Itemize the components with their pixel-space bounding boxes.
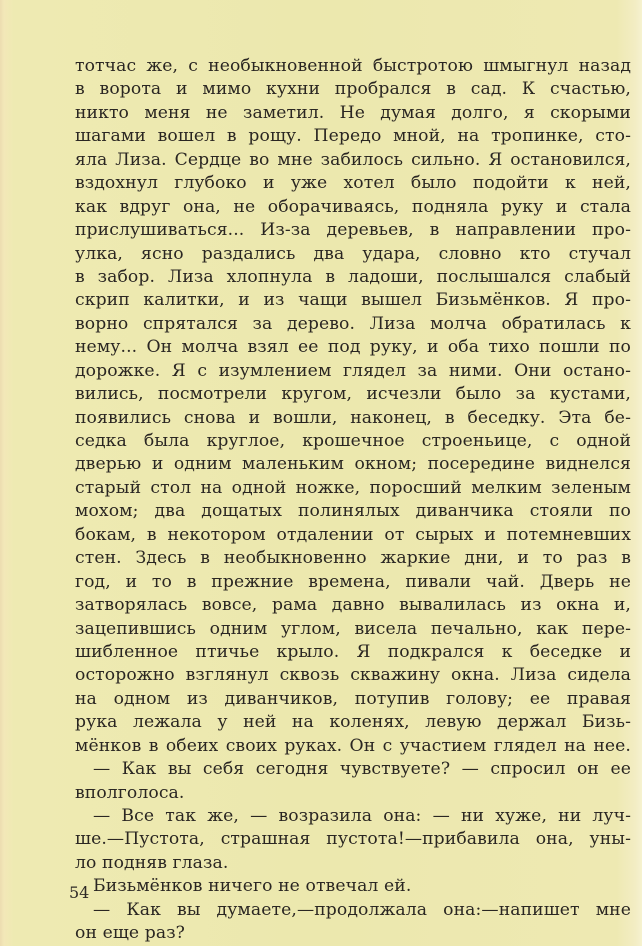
text-line: ло подняв глаза. <box>75 852 229 873</box>
page-text-body <box>75 55 631 946</box>
text-line: год, и то в прежние времена, пивали чай. Дверь не <box>75 571 631 592</box>
text-line: Бизьмёнков ничего не отвечал ей. <box>93 876 412 897</box>
text-line: ворно спрятался за дерево. Лиза молча обратилась к <box>75 313 631 334</box>
text-line: — Как вы думаете,—продолжала она:—напишет мне <box>93 899 631 920</box>
text-line: ше.—Пустота, страшная пустота!—прибавила она, уны- <box>75 829 631 850</box>
text-line: он еще раз? <box>75 923 185 944</box>
text-line: мохом; два дощатых полинялых диванчика стояли по <box>75 501 631 522</box>
text-line: в ворота и мимо кухни пробрался в сад. К счастью, <box>75 79 631 100</box>
text-line: — Все так же, — возразила она: — ни хуже, ни луч- <box>93 806 631 826</box>
text-line: на одном из диванчиков, потупив голову; ее правая <box>75 688 631 709</box>
text-line: шибленное птичье крыло. Я подкрался к беседке и <box>75 641 631 662</box>
text-line: затворялась вовсе, рама давно вывалилась из окна и, <box>75 595 631 616</box>
text-line: дверью и одним маленьким окном; посередине виднелся <box>75 454 631 475</box>
text-line: бокам, в некотором отдалении от сырых и потемневших <box>75 524 631 545</box>
text-line: нему... Он молча взял ее под руку, и оба тихо пошли по <box>75 337 631 358</box>
text-line: стен. Здесь в необыкновенно жаркие дни, и то раз в <box>75 548 631 569</box>
text-line: рука лежала у ней на коленях, левую держал Бизь- <box>75 712 631 733</box>
text-line: улка, ясно раздались два удара, словно кто стучал <box>75 243 631 264</box>
text-line: — Как вы себя сегодня чувствуете? — спросил он ее <box>93 759 631 780</box>
text-line: никто меня не заметил. Не думая долго, я скорыми <box>75 102 631 123</box>
text-line: скрип калитки, и из чащи вышел Бизьмёнков. Я про- <box>75 290 631 311</box>
text-line: шагами вошел в рощу. Передо мной, на тропинке, сто- <box>75 126 631 147</box>
text-line: седка была круглое, крошечное строеньице, с одной <box>75 431 631 451</box>
text-line: в забор. Лиза хлопнула в ладоши, послышался слабый <box>75 266 631 287</box>
text-line: тотчас же, с необыкновенной быстротою шмыгнул назад <box>75 56 631 76</box>
text-line: зацепившись одним углом, висела печально, как пере- <box>75 618 631 639</box>
text-line: осторожно взглянул сквозь скважину окна. Лиза сидела <box>75 665 631 686</box>
text-line: как вдруг она, не оборачиваясь, подняла руку и стала <box>75 196 631 217</box>
text-line: вполголоса. <box>75 782 185 803</box>
text-line: старый стол на одной ножке, поросший мелким зеленым <box>75 477 631 498</box>
text-line: дорожке. Я с изумлением глядел за ними. Они остано- <box>75 360 631 381</box>
text-line: мёнков в обеих своих руках. Он с участием глядел на нее. <box>75 735 631 756</box>
text-line: прислушиваться... Из-за деревьев, в направлении про- <box>75 220 631 241</box>
text-line: вздохнул глубоко и уже хотел было подойти к ней, <box>75 173 631 194</box>
text-line: яла Лиза. Сердце во мне забилось сильно. Я остановился, <box>75 149 631 170</box>
text-line: вились, посмотрели кругом, исчезли было за кустами, <box>75 384 631 405</box>
page-number: 54 <box>69 883 90 902</box>
text-line: появились снова и вошли, наконец, в беседку. Эта бе- <box>75 407 631 428</box>
